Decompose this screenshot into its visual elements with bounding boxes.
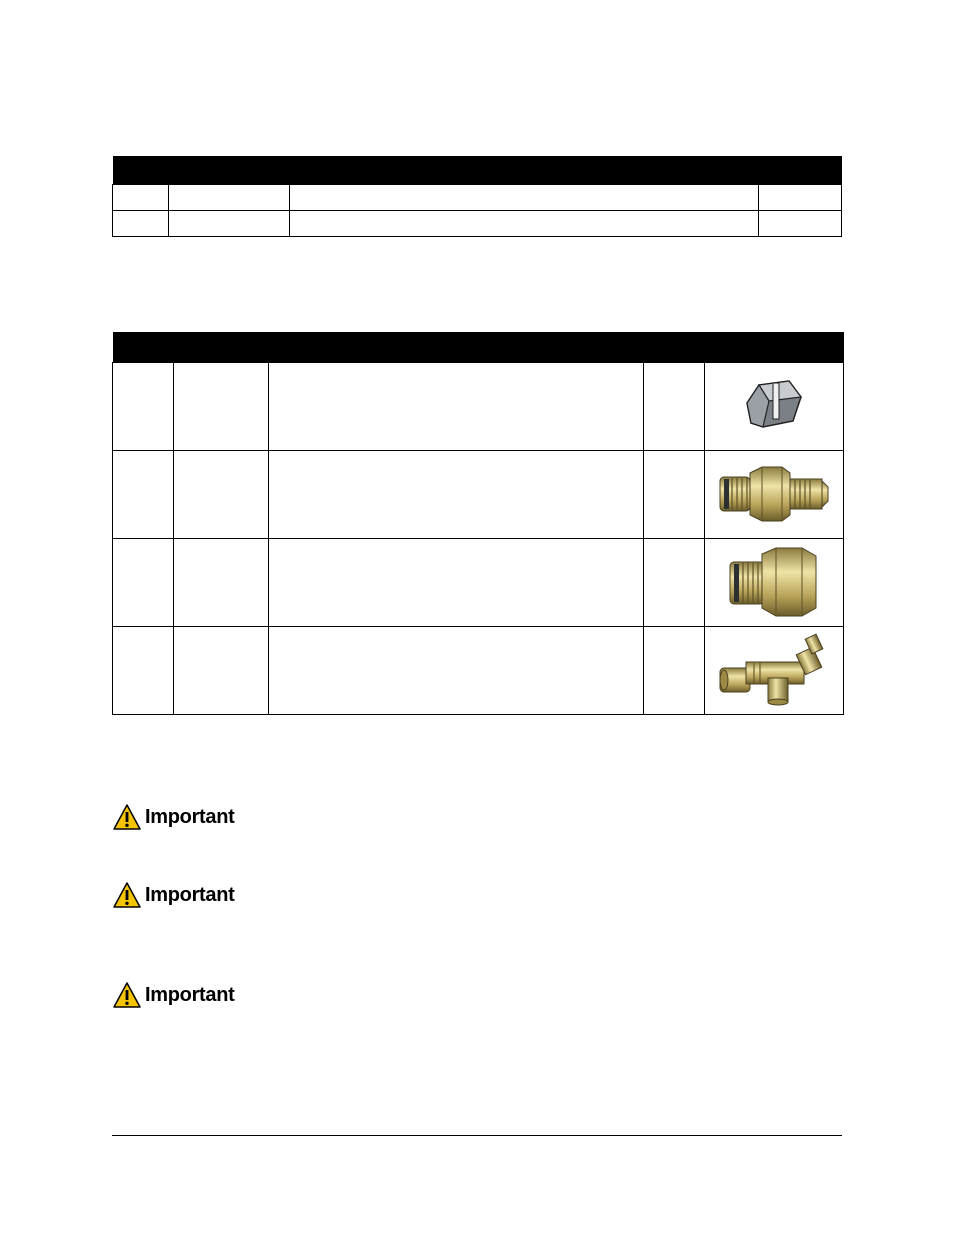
important-label: Important [145, 983, 235, 1006]
straight-adapter-fitting-icon [716, 459, 832, 529]
important-label: Important [145, 883, 235, 906]
table-row [113, 538, 844, 626]
warning-icon [113, 982, 141, 1008]
part-image-cell [705, 538, 844, 626]
part-image-cell [705, 626, 844, 714]
table-header [113, 156, 842, 184]
important-label: Important [145, 805, 235, 828]
warning-icon [113, 882, 141, 908]
table-row [113, 626, 844, 714]
tee-fitting-icon [716, 632, 832, 708]
important-notice [113, 802, 235, 832]
table-row [113, 450, 844, 538]
footer-divider [112, 1135, 842, 1136]
table-row [113, 362, 844, 450]
part-image-cell [705, 450, 844, 538]
table-header [113, 332, 844, 362]
parts-table-fittings [112, 332, 844, 715]
table-row [113, 184, 842, 210]
parts-table-top [112, 156, 842, 237]
warning-icon [113, 804, 141, 830]
part-image-cell [705, 362, 844, 450]
hex-plug-fitting-icon [724, 544, 824, 620]
table-row [113, 210, 842, 236]
gauge-block-icon [729, 371, 819, 441]
important-notice [113, 880, 235, 910]
important-notice [113, 980, 235, 1010]
